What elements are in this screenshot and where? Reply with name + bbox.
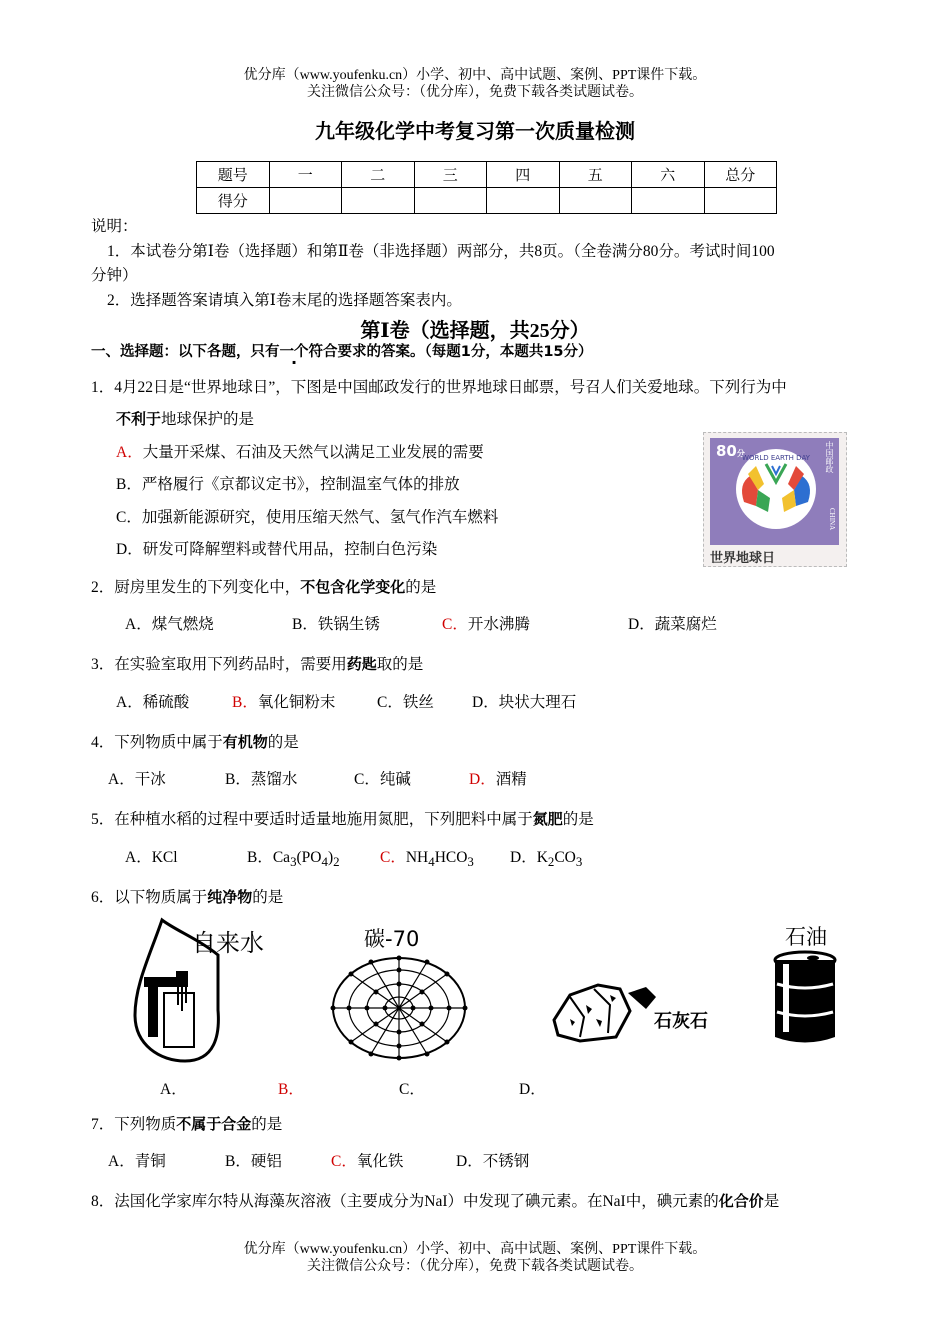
q1-option-c[interactable]: C．加强新能源研究，使用压缩天然气、氢气作汽车燃料 (116, 509, 499, 526)
q8-keyword: 化合价 (718, 1192, 764, 1210)
score-entry-cell[interactable] (704, 188, 777, 214)
footer-line-1: 优分库（www.youfenku.cn）小学、初中、高中试题、案例、PPT课件下载。 (243, 1242, 707, 1257)
q3-stem: 3．在实验室取用下列药品时，需要用药匙取的是 (91, 655, 424, 673)
q1-stem-rest: 地球保护的是 (161, 411, 255, 428)
q6-stem: 6．以下物质属于纯净物的是 (91, 888, 284, 906)
q5-option-c[interactable]: C．$NH_4HCO_3$ (380, 849, 474, 870)
q1-a-text: 大量开采煤、石油及天然气以满足工业发展的需要 (142, 444, 484, 461)
q4-option-a[interactable]: A．干冰 (108, 771, 166, 788)
score-entry-cell[interactable] (559, 188, 632, 214)
q1-stem: 1．4月22日是“世界地球日”，下图是中国邮政发行的世界地球日邮票，号召人们关爱地球。下列行为中 (91, 379, 787, 396)
q2-option-c[interactable]: C．开水沸腾 (442, 616, 530, 633)
part-1-heading (91, 340, 593, 361)
score-entry-cell[interactable] (487, 188, 560, 214)
table-cell: 六 (632, 162, 705, 188)
q3-keyword: 药匙 (346, 655, 377, 673)
table-cell: 得分 (197, 188, 270, 214)
tap-water-label: 自来水 (192, 929, 264, 957)
q1-option-d[interactable]: D．研发可降解塑料或替代用品，控制白色污染 (116, 541, 438, 558)
header-line-2: 关注微信公众号：（优分库），免费下载各类试题试卷。 (307, 85, 643, 100)
q4-keyword: 有机物 (222, 733, 268, 751)
q4-option-d[interactable]: D．酒精 (469, 771, 527, 788)
q5-keyword: 氮肥 (532, 810, 563, 828)
table-cell: 四 (487, 162, 560, 188)
q1-option-b[interactable]: B．严格履行《京都议定书》，控制温室气体的排放 (116, 476, 460, 493)
score-entry-cell[interactable] (414, 188, 487, 214)
score-table-header-row (197, 162, 777, 188)
q1-stem-2 (116, 409, 254, 430)
table-cell: 五 (559, 162, 632, 188)
q6-option-c[interactable]: C． (399, 1081, 425, 1098)
q4-option-b[interactable]: B．蒸馏水 (225, 771, 298, 788)
earth-day-stamp (703, 432, 847, 567)
section-1-title: 第Ⅰ卷（选择题，共25分） (360, 320, 590, 342)
q6-option-d[interactable]: D． (519, 1081, 546, 1098)
q2-option-a[interactable]: A．煤气燃烧 (125, 616, 214, 633)
q3-option-c[interactable]: C．铁丝 (377, 694, 434, 711)
stamp-face (710, 438, 839, 545)
q3-option-a[interactable]: A．稀硫酸 (116, 694, 190, 711)
q3-option-d[interactable]: D．块状大理石 (472, 694, 577, 711)
instruction-1-cont: 分钟） (91, 267, 138, 284)
oil-barrel-icon (765, 922, 845, 1052)
part-1-emphasis: 一个 (279, 344, 309, 360)
stamp-country-cn: 中国邮政 (825, 441, 834, 473)
q7-keyword: 不属于合金 (176, 1115, 252, 1133)
stamp-art (732, 444, 820, 538)
score-entry-cell[interactable] (632, 188, 705, 214)
stamp-caption: 世界地球日 (710, 551, 776, 566)
header-line-1: 优分库（www.youfenku.cn）小学、初中、高中试题、案例、PPT课件下载。 (243, 68, 707, 83)
q6-option-b[interactable]: B． (278, 1081, 304, 1098)
q4-stem: 4．下列物质中属于有机物的是 (91, 733, 299, 751)
table-cell: 总分 (704, 162, 777, 188)
footer-line-2: 关注微信公众号：（优分库），免费下载各类试题试卷。 (307, 1259, 643, 1274)
page-title: 九年级化学中考复习第一次质量检测 (315, 119, 635, 143)
score-entry-cell[interactable] (342, 188, 415, 214)
q2-stem: 2．厨房里发生的下列变化中，不包含化学变化的是 (91, 578, 437, 596)
q1-a-letter: A． (116, 444, 143, 461)
q2-keyword: 不包含化学变化 (300, 578, 406, 596)
part-1-post: 符合要求的答案。（每题1分，本题共15分） (308, 344, 593, 360)
q8-stem: 8．法国化学家库尔特从海藻灰溶液（主要成分为NaI）中发现了碘元素。在NaI中，碘元素的化合价是 (91, 1192, 780, 1210)
q5-option-b[interactable]: B．$Ca_3(PO_4)_2$ (247, 849, 340, 870)
instruction-1: 1．本试卷分第Ⅰ卷（选择题）和第Ⅱ卷（非选择题）两部分，共8页。（全卷满分80分。考试时间100 (107, 243, 775, 260)
q7-option-a[interactable]: A．青铜 (108, 1153, 166, 1170)
q7-option-d[interactable]: D．不锈钢 (456, 1153, 530, 1170)
q2-option-d[interactable]: D．蔬菜腐烂 (628, 616, 717, 633)
q6-option-a[interactable]: A． (160, 1081, 187, 1098)
stamp-country-en: CHINA (828, 508, 836, 531)
q5-stem: 5．在种植水稻的过程中要适时适量地施用氮肥，下列肥料中属于氮肥的是 (91, 810, 594, 828)
q7-option-b[interactable]: B．硬铝 (225, 1153, 282, 1170)
q2-option-b[interactable]: B．铁锅生锈 (292, 616, 380, 633)
table-cell: 二 (342, 162, 415, 188)
q6-keyword: 纯净物 (207, 888, 253, 906)
instruction-2: 2．选择题答案请填入第Ⅰ卷末尾的选择题答案表内。 (107, 292, 462, 309)
q7-stem: 7．下列物质不属于合金的是 (91, 1115, 283, 1133)
q4-option-c[interactable]: C．纯碱 (354, 771, 411, 788)
table-cell: 题号 (197, 162, 270, 188)
part-1-pre: 一、选择题：以下各题，只有 (91, 344, 280, 360)
table-cell: 三 (414, 162, 487, 188)
q3-option-b[interactable]: B．氧化铜粉末 (232, 694, 336, 711)
svg-text:WORLD EARTH DAY: WORLD EARTH DAY (742, 454, 810, 462)
table-cell: 一 (269, 162, 342, 188)
limestone-label: 石灰石 (654, 1011, 708, 1032)
q5-option-a[interactable]: A．KCl (125, 849, 178, 866)
limestone-icon (550, 975, 750, 1050)
score-table-score-row (197, 188, 777, 214)
oil-label: 石油 (785, 925, 827, 949)
instructions-label: 说明： (91, 218, 138, 235)
q1-keyword: 不利于 (116, 410, 162, 428)
q7-option-c[interactable]: C．氧化铁 (331, 1153, 404, 1170)
stamp-value: 80分 (716, 442, 745, 460)
score-entry-cell[interactable] (269, 188, 342, 214)
score-table (196, 161, 777, 214)
q1-option-a[interactable] (116, 443, 484, 463)
carbon-70-label: 碳-70 (364, 927, 420, 951)
carbon-70-icon (326, 922, 476, 1062)
q5-option-d[interactable]: D．$K_2CO_3$ (510, 849, 583, 870)
tap-water-drop-icon (130, 915, 290, 1065)
